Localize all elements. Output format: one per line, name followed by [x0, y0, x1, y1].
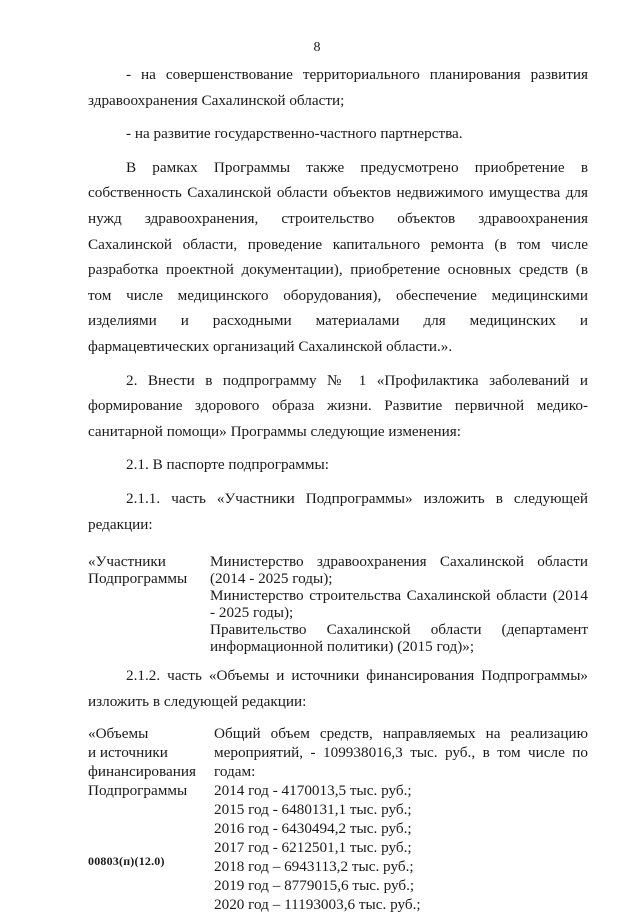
participants-label: «Участники Подпрограммы — [88, 553, 188, 588]
funding-label-line: Подпрограммы — [88, 782, 188, 800]
funding-year: 2016 год - 6430494,2 тыс. руб.; — [214, 820, 412, 838]
document-code: 00803(п)(12.0) — [88, 854, 165, 868]
paragraph: - на совершенствование территориального планирования развития здравоохранения Сахалинской области; — [88, 66, 588, 109]
participant-entry: Министерство здравоохранения Сахалинской области (2014 - 2025 годы); — [210, 553, 588, 588]
funding-year: 2017 год - 6212501,1 тыс. руб.; — [214, 839, 412, 857]
funding-label-line: финансирования — [88, 763, 196, 781]
funding-intro: Общий объем средств, направляемых на реализацию мероприятий, - 109938016,3 тыс. руб., в том числе по годам: — [214, 725, 588, 781]
funding-year: 2019 год – 8779015,6 тыс. руб.; — [214, 877, 415, 895]
funding-label-line: «Объемы — [88, 725, 149, 743]
funding-table — [88, 724, 588, 914]
funding-year: 2018 год – 6943113,2 тыс. руб.; — [214, 858, 414, 876]
page-number: 8 — [313, 40, 321, 55]
paragraph: В рамках Программы также предусмотрено приобретение в собственность Сахалинской области объектов недвижимого имущества для нужд здравоохранения, строительство объектов здравоохранения Сахалинской области, проведение капитального ремонта (в том числе разработка проектной документации), приобретение основных средств (в том числе медицинского оборудования), обеспечение медицинскими изделиями и расходными материалами для медицинских и фармацевтических организаций Сахалинской области.». — [88, 158, 588, 355]
paragraph: 2.1.1. часть «Участники Подпрограммы» изложить в следующей редакции: — [88, 489, 588, 533]
paragraph: 2. Внести в подпрограмму № 1 «Профилактика заболеваний и формирование здорового образа жизни. Развитие первичной медико-санитарной помощи» Программы следующие изменения: — [88, 371, 588, 440]
participants-table — [88, 553, 588, 655]
participants-entries — [210, 553, 588, 655]
paragraph: 2.1.2. часть «Объемы и источники финансирования Подпрограммы» изложить в следующей редакции: — [88, 667, 588, 710]
participant-entry: Правительство Сахалинской области (департамент информационной политики) (2015 год)»; — [210, 621, 588, 656]
funding-details — [214, 724, 588, 914]
funding-year: 2014 год - 4170013,5 тыс. руб.; — [214, 782, 412, 800]
funding-year: 2020 год – 11193003,6 тыс. руб.; — [214, 896, 421, 914]
paragraph: 2.1. В паспорте подпрограммы: — [126, 456, 329, 474]
funding-label — [88, 724, 214, 914]
funding-label-line: и источники — [88, 744, 168, 762]
funding-year: 2015 год - 6480131,1 тыс. руб.; — [214, 801, 412, 819]
participant-entry: Министерство строительства Сахалинской области (2014 - 2025 годы); — [210, 587, 588, 622]
document-body — [88, 62, 588, 914]
paragraph: - на развитие государственно-частного партнерства. — [126, 125, 463, 143]
